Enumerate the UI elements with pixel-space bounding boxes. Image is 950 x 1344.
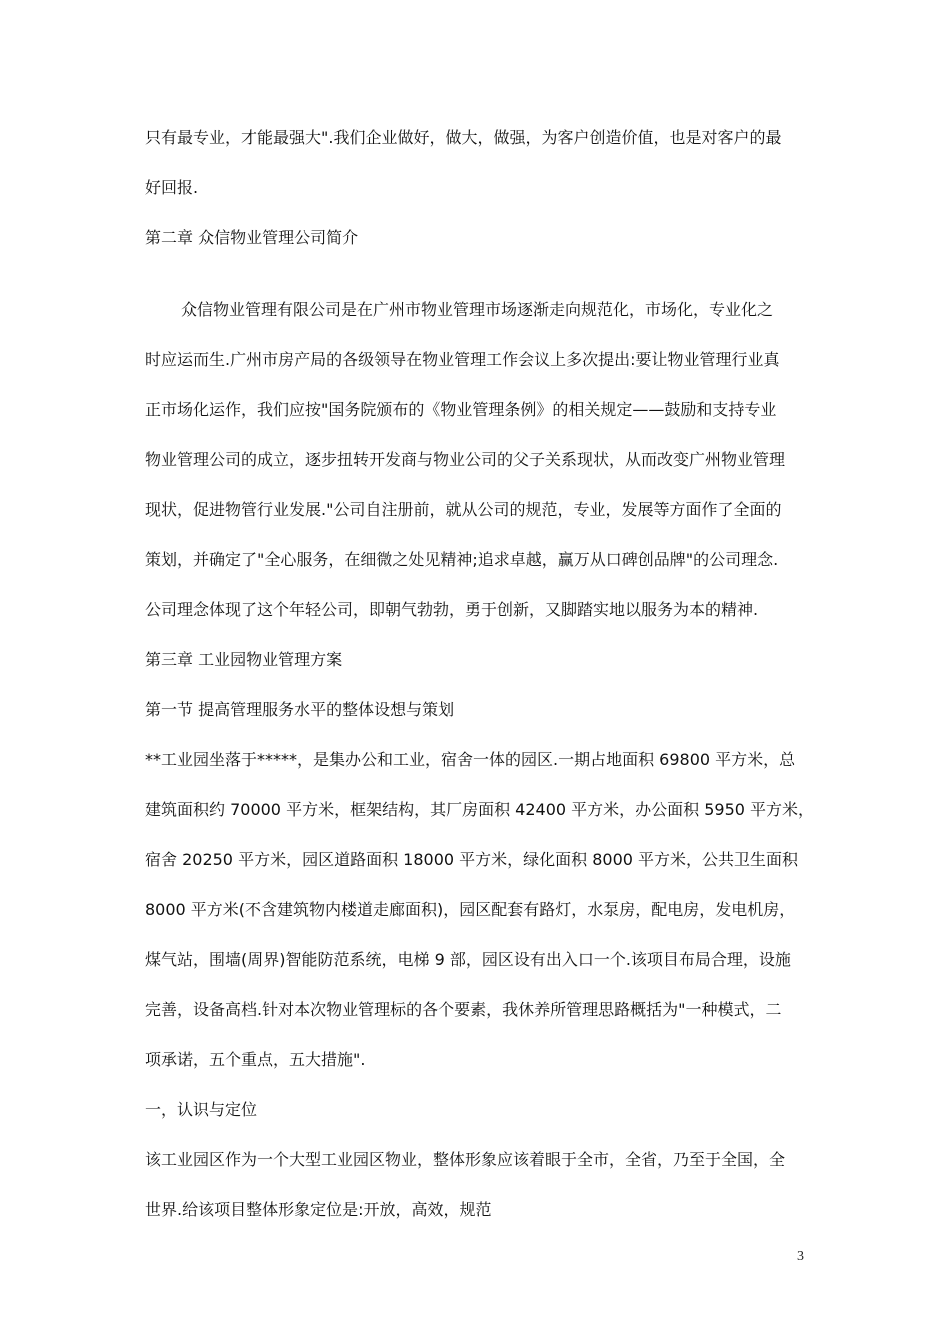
subsection-heading: 一，认识与定位 (145, 1100, 258, 1119)
paragraph-gap (145, 268, 810, 290)
document-body (145, 118, 815, 1240)
page-number: 3 (797, 1249, 804, 1264)
paragraph-line: **工业园坐落于*****，是集办公和工业，宿舍一体的园区.一期占地面积 69800 平方米，总 (145, 750, 796, 769)
paragraph-line: 公司理念体现了这个年轻公司，即朝气勃勃，勇于创新，又脚踏实地以服务为本的精神. (145, 600, 759, 619)
paragraph-line: 众信物业管理有限公司是在广州市物业管理市场逐渐走向规范化，市场化，专业化之 (181, 300, 774, 319)
paragraph-line: 好回报. (145, 178, 199, 197)
chapter-heading: 第二章 众信物业管理公司简介 (145, 228, 359, 247)
paragraph-line: 只有最专业，才能最强大".我们企业做好，做大，做强，为客户创造价值，也是对客户的最 (145, 128, 782, 147)
paragraph-line: 煤气站，围墙(周界)智能防范系统，电梯 9 部，园区设有出入口一个.该项目布局合理，设施 (145, 950, 791, 969)
paragraph-line: 8000 平方米(不含建筑物内楼道走廊面积)，园区配套有路灯，水泵房，配电房，发电机房， (145, 900, 796, 919)
paragraph-line: 完善，设备高档.针对本次物业管理标的各个要素，我休养所管理思路概括为"一种模式，二 (145, 1000, 782, 1019)
section-heading: 第一节 提高管理服务水平的整体设想与策划 (145, 700, 455, 719)
paragraph-line: 物业管理公司的成立，逐步扭转开发商与物业公司的父子关系现状，从而改变广州物业管理 (145, 450, 786, 469)
paragraph-line: 世界.给该项目整体形象定位是:开放，高效，规范 (145, 1200, 492, 1219)
paragraph-line: 时应运而生.广州市房产局的各级领导在物业管理工作会议上多次提出:要让物业管理行业真 (145, 350, 780, 369)
paragraph-line: 现状，促进物管行业发展."公司自注册前，就从公司的规范，专业，发展等方面作了全面的 (145, 500, 782, 519)
paragraph-line: 宿舍 20250 平方米，园区道路面积 18000 平方米，绿化面积 8000 平方米，公共卫生面积 (145, 850, 799, 869)
paragraph-line: 正市场化运作，我们应按"国务院颁布的《物业管理条例》的相关规定——鼓励和支持专业 (145, 400, 777, 419)
chapter-heading: 第三章 工业园物业管理方案 (145, 650, 343, 669)
paragraph-line: 策划，并确定了"全心服务，在细微之处见精神;追求卓越，赢万从口碑创品牌"的公司理念. (145, 550, 779, 569)
paragraph-line: 建筑面积约 70000 平方米，框架结构，其厂房面积 42400 平方米，办公面积 5950 平方米， (145, 800, 815, 819)
paragraph-line: 项承诺，五个重点，五大措施". (145, 1050, 366, 1069)
paragraph-line: 该工业园区作为一个大型工业园区物业，整体形象应该着眼于全市，全省，乃至于全国，全 (145, 1150, 786, 1169)
